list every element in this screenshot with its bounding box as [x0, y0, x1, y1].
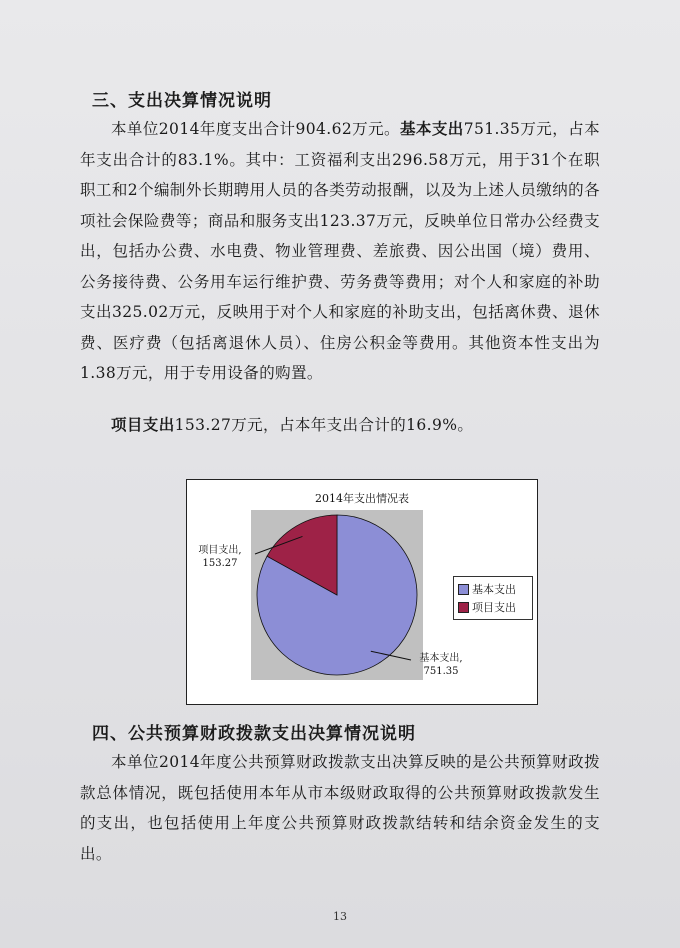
section-4-paragraph: 本单位2014年度公共预算财政拨款支出决算反映的是公共预算财政拨款总体情况，既包括使用本年从市本级财政取得的公共预算财政拨款发生的支出，也包括使用上年度公共预算财政拨款结转和结余资金发生的支出。	[80, 753, 600, 863]
section-3-heading: 三、支出决算情况说明	[92, 91, 272, 111]
para1-text-a: 本单位2014年度支出合计904.62万元。	[111, 120, 400, 138]
legend-item-basic	[458, 580, 528, 598]
legend-label-basic: 基本支出	[472, 583, 516, 596]
data-label-project	[187, 544, 253, 570]
project-expense-term: 项目支出	[111, 415, 175, 434]
legend-item-project	[458, 598, 528, 616]
chart-plot-area	[251, 510, 423, 680]
basic-expense-term: 基本支出	[399, 119, 464, 138]
chart-title: 2014年支出情况表	[315, 492, 409, 505]
data-label-basic	[405, 652, 477, 678]
legend-swatch-basic	[458, 584, 469, 595]
data-label-basic-value: 751.35	[423, 666, 459, 677]
page-number: 13	[333, 910, 347, 923]
para1-text-b: 751.35万元，占本年支出合计的83.1%。其中：工资福利支出296.58万元，用于31个在职职工和2个编制外长期聘用人员的各类劳动报酬，以及为上述人员缴纳的各项社会保险费等；商品和服务支出123.37万元，反映单位日常办公经费支出，包括办公费、水电费、物业管理费、差旅费、因公出国（境）费用、公务接待费、公务用车运行维护费、劳务费等费用；对个人和家庭的补助支出325.02万元，反映用于对个人和家庭的补助支出，包括离休费、退休费、医疗费（包括离退休人员）、住房公积金等费用。其他资本性支出为1.38万元，用于专用设备的购置。	[80, 120, 600, 382]
chart-legend	[453, 576, 533, 620]
data-label-project-value: 153.27	[202, 558, 238, 569]
pie-svg	[251, 510, 423, 680]
section-3-paragraph-1	[80, 114, 600, 389]
expense-pie-chart	[186, 479, 538, 705]
data-label-project-name: 项目支出,	[198, 545, 242, 556]
legend-label-project: 项目支出	[472, 601, 516, 614]
section-4-heading: 四、公共预算财政拨款支出决算情况说明	[92, 724, 416, 744]
section-3-paragraph-2	[80, 410, 600, 441]
legend-swatch-project	[458, 602, 469, 613]
para2-text: 153.27万元，占本年支出合计的16.9%。	[174, 416, 474, 434]
data-label-basic-name: 基本支出,	[419, 653, 463, 664]
